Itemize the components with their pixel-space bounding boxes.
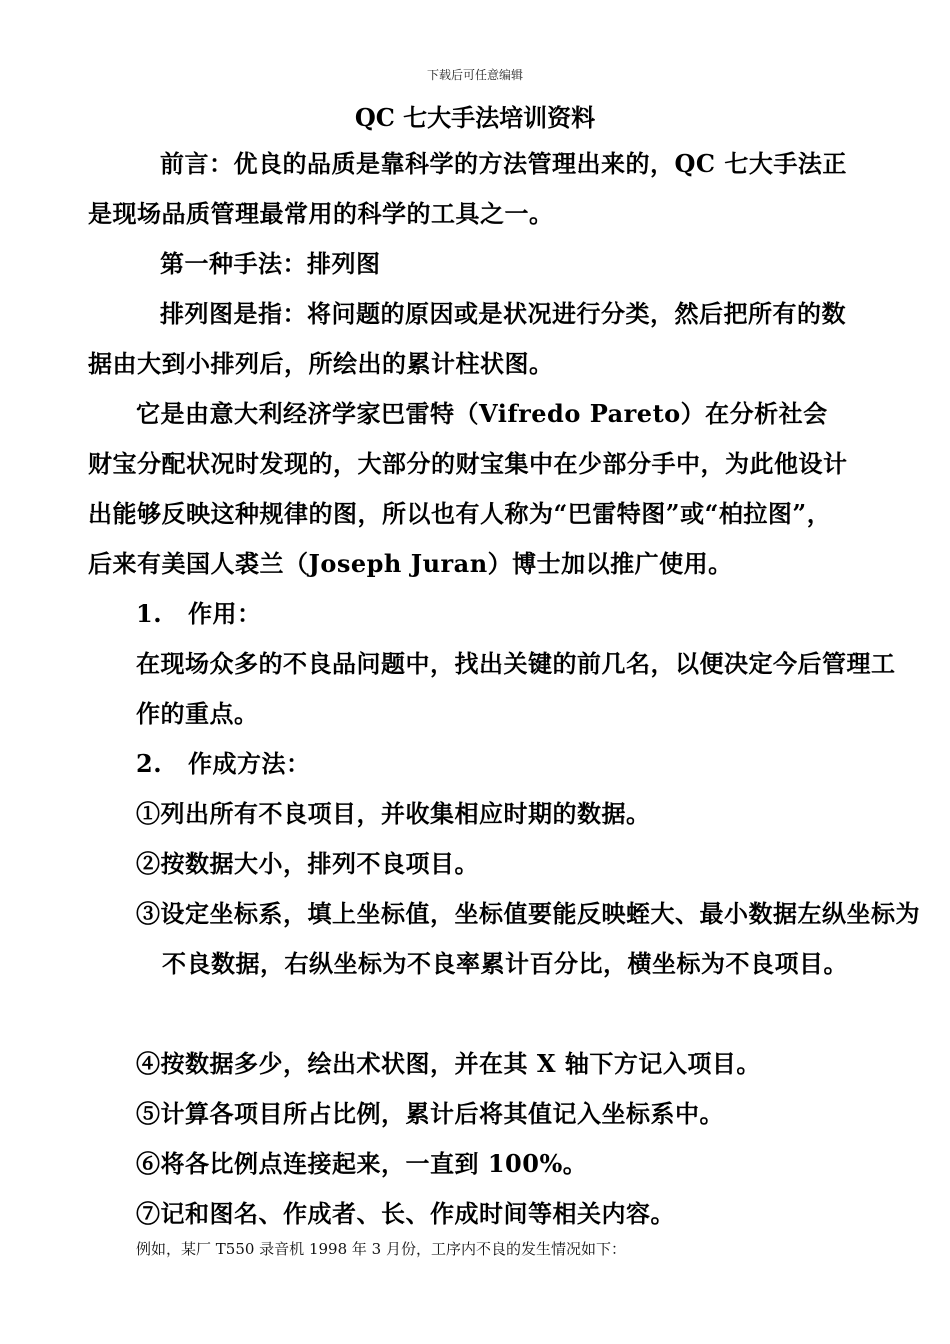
history-paragraph: 它是由意大利经济学家巴雷特（Vifredo Pareto）在分析社会财宝分配状况时发现的，大部分的财宝集中在少部分手中，为此他设计出能够反映这种规律的图，所以也有人称为“巴雷特图”或“柏拉图”，后来有美国人裘兰（Joseph Juran）博士加以推广使用。	[88, 399, 848, 578]
example-note: 例如，某厂 T550 录音机 1998 年 3 月份，工序内不良的发生情况如下：	[136, 1240, 626, 1258]
step-5: ⑤计算各项目所占比例，累计后将其值记入坐标系中。	[136, 1099, 724, 1128]
section-2-number: 2.	[136, 749, 163, 778]
step-4: ④按数据多少，绘出术状图，并在其 X 轴下方记入项目。	[136, 1049, 761, 1078]
section-1-label: 作用：	[188, 599, 262, 628]
step-7: ⑦记和图名、作成者、长、作成时间等相关内容。	[136, 1199, 675, 1228]
header-note: 下载后可任意编辑	[426, 68, 523, 82]
definition-paragraph: 排列图是指：将问题的原因或是状况进行分类，然后把所有的数据由大到小排列后，所绘出的累计柱状图。	[88, 299, 846, 378]
section-1-heading	[88, 589, 898, 639]
intro-paragraph: 前言：优良的品质是靠科学的方法管理出来的，QC 七大手法正是现场品质管理最常用的科学的工具之一。	[88, 149, 847, 228]
section-2-label: 作成方法：	[188, 749, 311, 778]
method-heading: 第一种手法：排列图	[160, 249, 381, 278]
document-title: QC 七大手法培训资料	[354, 103, 596, 132]
section-2-heading	[88, 739, 898, 789]
step-2: ②按数据大小，排列不良项目。	[136, 849, 479, 878]
step-3: ③设定坐标系，填上坐标值，坐标值要能反映蛭大、最小数据左纵坐标为不良数据，右纵坐标为不良率累计百分比，横坐标为不良项目。	[136, 899, 920, 978]
section-1-text: 在现场众多的不良品问题中，找出关键的前几名，以便决定今后管理工作的重点。	[136, 649, 896, 728]
step-1: ①列出所有不良项目，并收集相应时期的数据。	[136, 799, 651, 828]
step-6: ⑥将各比例点连接起来，一直到 100%。	[136, 1149, 588, 1178]
section-1-number: 1.	[136, 599, 163, 628]
